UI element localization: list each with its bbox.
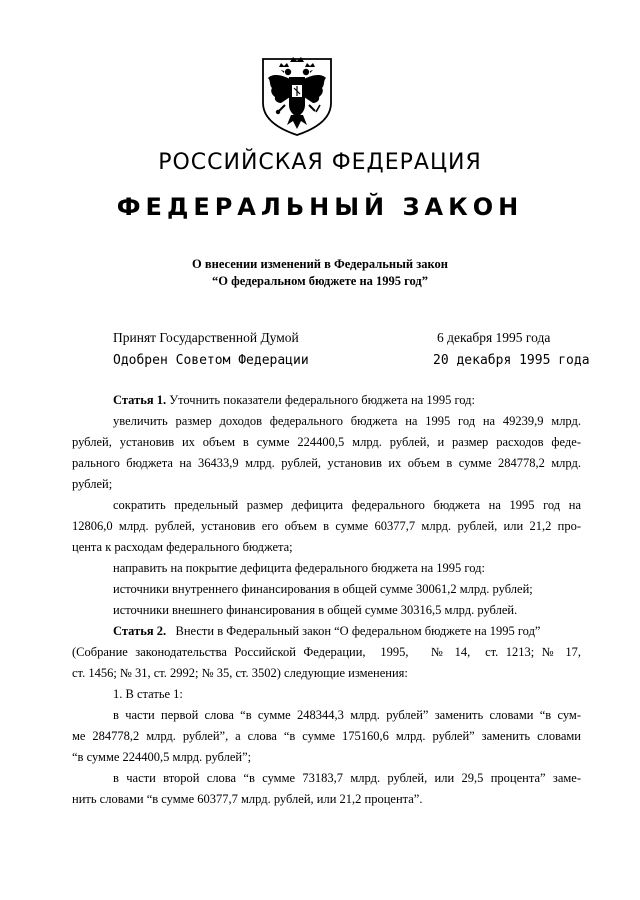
article-1-line: источники внешнего финансирования в общей сумме 30316,5 млрд. рублей.: [113, 603, 518, 617]
article-1-line: 12806,0 млрд. рублей, установив его объем в сумме 60377,7 млрд. рублей, или 21,2 про-: [72, 519, 581, 533]
article-2-intro: Статья 2. Внести в Федеральный закон “О федеральном бюджете на 1995 год”: [113, 624, 541, 638]
article-2-line: нить словами “в сумме 60377,7 млрд. рублей, или 21,2 процента”.: [72, 792, 423, 806]
article-1-line: рублей, установив их объем в сумме 224400,5 млрд. рублей, и размер расходов феде-: [72, 435, 581, 449]
article-1-heading: Статья 1.: [113, 393, 167, 407]
duma-adoption-date: 6 декабря 1995 года: [437, 330, 551, 345]
article-2-line: в части первой слова “в сумме 248344,3 млрд. рублей” заменить словами “в сум-: [113, 708, 581, 722]
coat-of-arms-emblem: [257, 53, 337, 137]
article-1-line: рального бюджета на 36433,9 млрд. рублей, установив их объем в сумме 284778,2 млрд.: [72, 456, 581, 470]
article-1-line: сократить предельный размер дефицита федерального бюджета на 1995 год на: [113, 498, 581, 512]
article-2-line: в части второй слова “в сумме 73183,7 млрд. рублей, или 29,5 процента” заме-: [113, 771, 581, 785]
article-1-line: источники внутреннего финансирования в общей сумме 30061,2 млрд. рублей;: [113, 582, 533, 596]
subject-line-2: “О федеральном бюджете на 1995 год”: [212, 274, 428, 288]
article-2-line: 1. В статье 1:: [113, 687, 183, 701]
council-approval-label: Одобрен Советом Федерации: [113, 353, 309, 368]
document-type-title: ФЕДЕРАЛЬНЫЙ ЗАКОН: [116, 193, 524, 221]
law-body: [72, 390, 581, 810]
article-1-line: направить на покрытие дефицита федерального бюджета на 1995 год:: [113, 561, 485, 575]
article-1-line: увеличить размер доходов федерального бюджета на 1995 год на 49239,9 млрд.: [113, 414, 581, 428]
council-approval-date: 20 декабря 1995 года: [433, 353, 590, 368]
article-1-line: цента к расходам федерального бюджета;: [72, 540, 293, 554]
article-2-line: ме 284778,2 млрд. рублей”, а слова “в сумме 175160,6 млрд. рублей” заменить словами: [72, 729, 581, 743]
country-title: РОССИЙСКАЯ ФЕДЕРАЦИЯ: [158, 150, 482, 175]
article-2-line: (Собрание законодательства Российской Федерации, 1995, № 14, ст. 1213; № 17,: [72, 645, 581, 659]
article-1-line: рублей;: [72, 477, 113, 491]
law-subject: [0, 256, 640, 290]
article-1-intro: Статья 1. Уточнить показатели федерального бюджета на 1995 год:: [113, 393, 475, 407]
article-2-heading: Статья 2.: [113, 624, 167, 638]
duma-adoption-label: Принят Государственной Думой: [113, 330, 299, 345]
article-2-line: “в сумме 224400,5 млрд. рублей”;: [72, 750, 252, 764]
subject-line-1: О внесении изменений в Федеральный закон: [192, 257, 448, 271]
article-2-line: ст. 1456; № 31, ст. 2992; № 35, ст. 3502) следующие изменения:: [72, 666, 408, 680]
